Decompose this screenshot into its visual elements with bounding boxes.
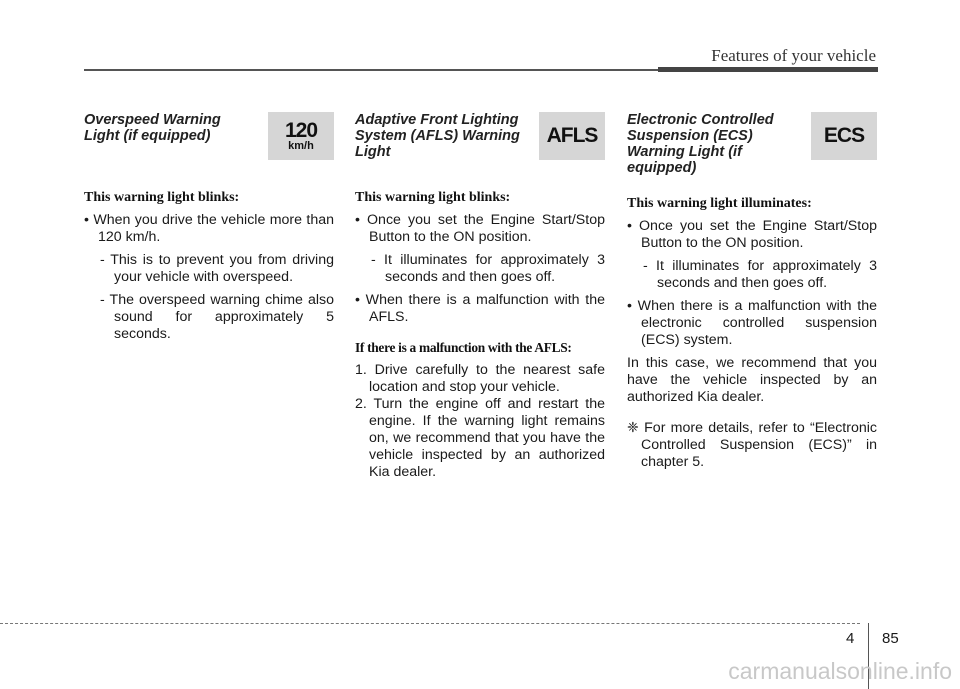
section-header [355,112,605,170]
sub-item: - It illuminates for approximately 3 seconds and then goes off. [643,258,877,291]
intro-text: This warning light illuminates: [627,196,812,211]
reference-note: ❈ For more details, refer to “Electronic Controlled Suspension (ECS)” in chapter 5. [627,420,877,470]
page-header-title: Features of your vehicle [711,46,876,65]
section-title: Adaptive Front Lighting System (AFLS) Warning Light [355,112,520,160]
section-title: Overspeed Warning Light (if equipped) [84,112,221,144]
sub-item: - It illuminates for approximately 3 seconds and then goes off. [371,252,605,285]
section-number: 4 [846,630,855,647]
page-number: 85 [882,630,899,647]
section-header [627,112,877,176]
paragraph: In this case, we recommend that you have the vehicle inspected by an authorized Kia dealer. [627,355,877,405]
intro-text: This warning light blinks: [355,190,511,205]
speed-warning-icon [268,112,334,160]
sub-item: - This is to prevent you from driving your vehicle with overspeed. [100,252,334,285]
header-rule-accent [658,67,878,72]
bullet-item: • Once you set the Engine Start/Stop Button to the ON position. [627,218,877,251]
bullet-item: • Once you set the Engine Start/Stop Button to the ON position. [355,212,605,245]
bullet-item: • When you drive the vehicle more than 120 km/h. [84,212,334,245]
bullet-item: • When there is a malfunction with the AFLS. [355,292,605,325]
bullet-item: • When there is a malfunction with the electronic controlled suspension (ECS) system. [627,298,877,348]
step-item: 2. Turn the engine off and restart the engine. If the warning light remains on, we recommend that you have the vehicle inspected by an authorized Kia dealer. [355,396,605,480]
badge-main-text: 120 [284,118,318,142]
section-ecs-warning [627,112,877,471]
badge-main-text: ECS [823,124,865,147]
malfunction-subhead: If there is a malfunction with the AFLS: [355,340,572,355]
watermark: carmanualsonline.info [728,658,952,684]
step-item: 1. Drive carefully to the nearest safe location and stop your vehicle. [355,362,605,395]
section-header [84,112,334,170]
footer-dashed-rule [0,623,860,624]
sub-item: - The overspeed warning chime also sound for approximately 5 seconds. [100,292,334,342]
ecs-warning-icon [811,112,877,160]
intro-text: This warning light blinks: [84,190,240,205]
section-overspeed-warning [84,112,334,349]
section-afls-warning [355,112,605,481]
badge-sub-text: km/h [288,139,314,152]
section-title: Electronic Controlled Suspension (ECS) Warning Light (if equipped) [627,112,774,176]
badge-main-text: AFLS [546,124,598,147]
afls-warning-icon [539,112,605,160]
